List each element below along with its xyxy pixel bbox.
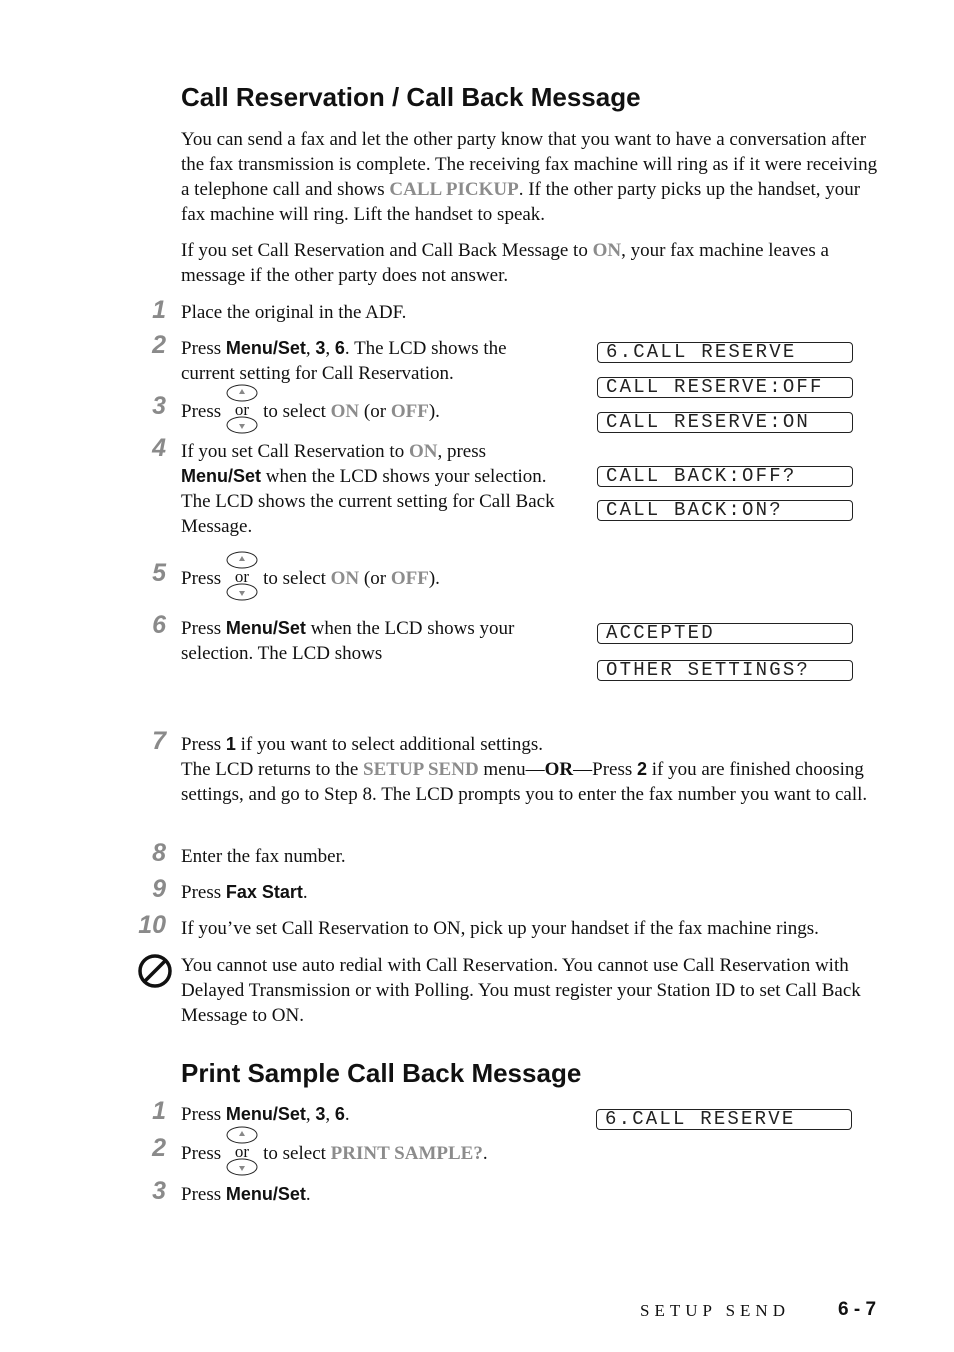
lcd-display: CALL RESERVE:ON	[597, 412, 853, 433]
navigation-rocker-icon	[225, 384, 259, 441]
key-menu-set: Menu/Set	[225, 618, 306, 638]
key-menu-set: Menu/Set	[225, 1104, 306, 1124]
svg-text:or: or	[235, 1142, 250, 1161]
step-text: Press Menu/Set, 3, 6. The LCD shows the current setting for Call Reservation.	[181, 338, 507, 384]
step-text: Press Menu/Set when the LCD shows your selection. The LCD shows	[181, 618, 515, 664]
lcd-display: 6.CALL RESERVE	[596, 1109, 852, 1130]
section-title-print-sample: Print Sample Call Back Message	[181, 1058, 582, 1088]
svg-text:or: or	[235, 567, 250, 586]
navigation-rocker-icon	[225, 551, 259, 608]
step-text: Enter the fax number.	[181, 846, 346, 867]
footer-section: SETUP SEND	[640, 1301, 790, 1320]
step-text: Press Fax Start.	[181, 882, 308, 903]
intro-paragraph-2: If you set Call Reservation and Call Back Message to ON, your fax machine leaves a message if the other party does not answer.	[181, 240, 829, 286]
step-number: 8	[152, 839, 166, 867]
key-fax-start: Fax Start	[225, 882, 303, 902]
note-text: You cannot use auto redial with Call Reservation. You cannot use Call Reservation with Delayed Transmission or with Polling. You must register your Station ID to set Call Back Message to ON.	[181, 955, 861, 1026]
lcd-display: CALL RESERVE:OFF	[597, 377, 853, 398]
step-number: 10	[138, 911, 166, 939]
step-text: Press Menu/Set.	[181, 1184, 311, 1205]
step-text: If you set Call Reservation to ON, press Menu/Set when the LCD shows your selection. The LCD shows the current setting for Call Back Message.	[181, 441, 555, 537]
navigation-rocker-icon	[225, 1126, 259, 1183]
step-text: Press 1 if you want to select additional settings. The LCD returns to the SETUP SEND menu—OR—Press 2 if you are finished choosing settings, and go to Step 8. The LCD prompts you to enter the fax number you want to call.	[181, 734, 868, 805]
step-text: Press Menu/Set, 3, 6.	[181, 1104, 350, 1125]
key-1: 1	[225, 734, 236, 754]
key-menu-set: Menu/Set	[181, 466, 262, 486]
svg-text:or: or	[235, 400, 250, 419]
step-number: 4	[152, 434, 166, 462]
step-number: 7	[152, 727, 166, 755]
step-number: 3	[152, 1177, 166, 1205]
step-number: 6	[152, 611, 166, 639]
lcd-display: ACCEPTED	[597, 623, 853, 644]
key-menu-set: Menu/Set	[225, 1184, 306, 1204]
step-number: 2	[152, 331, 166, 359]
key-3: 3	[315, 1104, 326, 1124]
lcd-display: CALL BACK:OFF?	[597, 466, 853, 487]
step-text: Place the original in the ADF.	[181, 302, 407, 323]
page-number: 6 - 7	[838, 1299, 877, 1320]
key-menu-set: Menu/Set	[225, 338, 306, 358]
intro-paragraph-1: You can send a fax and let the other party know that you want to have a conversation after the fax transmission is complete. The receiving fax machine will ring as if it were receiving a telephone call and shows CALL PICKUP. If the other party picks up the handset, your fax machine will ring. Lift the handset to speak.	[181, 129, 878, 225]
step-number: 1	[152, 296, 166, 324]
lcd-term-call-pickup: CALL PICKUP	[389, 179, 519, 200]
step-text: Press or to select ON (or OFF).	[181, 551, 440, 608]
lcd-display: 6.CALL RESERVE	[597, 342, 853, 363]
step-number: 2	[152, 1134, 166, 1162]
key-3: 3	[315, 338, 326, 358]
step-number: 3	[152, 392, 166, 420]
prohibited-icon	[137, 953, 173, 994]
step-number: 9	[152, 875, 166, 903]
lcd-display: OTHER SETTINGS?	[597, 660, 853, 681]
step-text: If you’ve set Call Reservation to ON, pick up your handset if the fax machine rings.	[181, 918, 819, 939]
step-text: Press or to select PRINT SAMPLE?.	[181, 1126, 488, 1183]
key-6: 6	[334, 1104, 345, 1124]
step-number: 5	[152, 559, 166, 587]
step-text: Press or to select ON (or OFF).	[181, 384, 440, 441]
section-title-call-reservation: Call Reservation / Call Back Message	[181, 82, 641, 112]
step-number: 1	[152, 1097, 166, 1125]
key-2: 2	[637, 759, 648, 779]
lcd-display: CALL BACK:ON?	[597, 500, 853, 521]
key-6: 6	[334, 338, 345, 358]
